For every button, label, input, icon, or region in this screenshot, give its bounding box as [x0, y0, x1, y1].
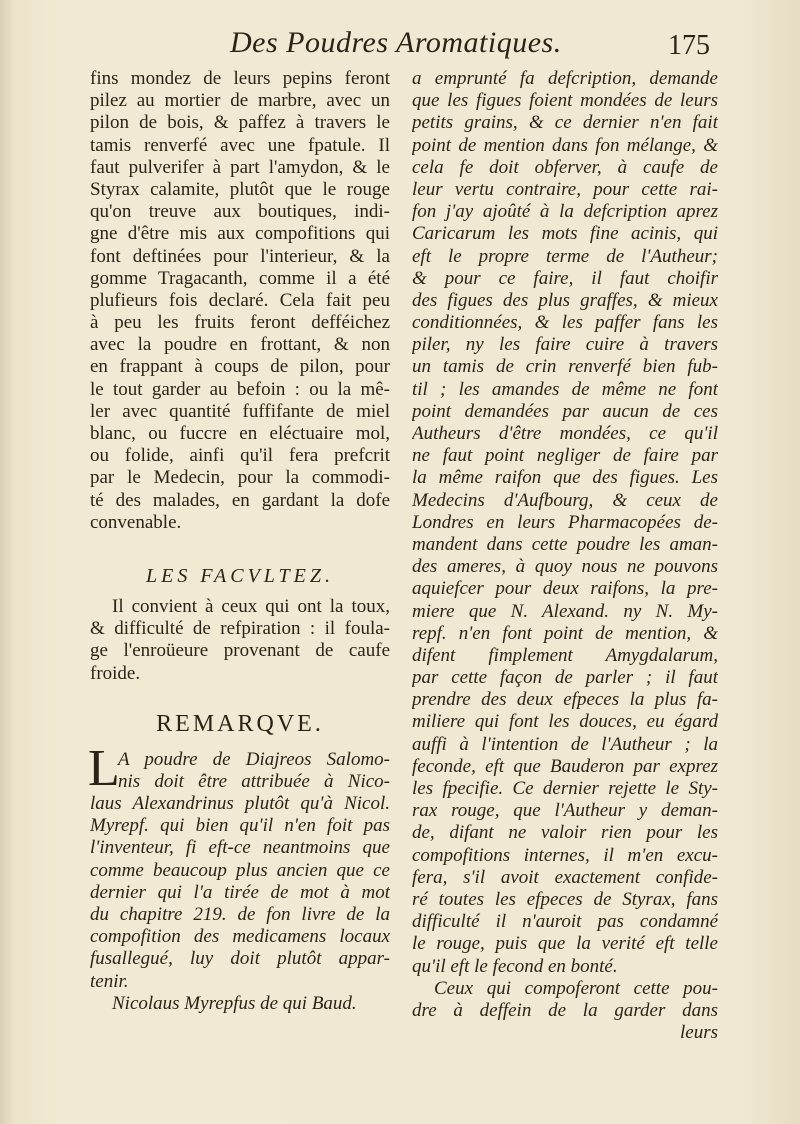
text-line: font deftinées pour l'interieur, & la: [90, 245, 390, 267]
text-line: Medecins d'Aufbourg, & ceux de: [412, 489, 718, 511]
text-line: dernier qui l'a tirée de mot à mot: [90, 881, 390, 903]
text-line: mandent dans cette poudre les aman-: [412, 533, 718, 555]
remarque-heading: REMARQVE.: [156, 710, 324, 737]
text-line: qu'il eft le fecond en bonté.: [412, 955, 618, 977]
text-line: blanc, ou fuccre en eléctuaire mol,: [90, 423, 390, 444]
text-line: prendre des deux efpeces la plus fa-: [412, 689, 718, 711]
text-line: petits grains, & ce dernier n'en fait: [412, 112, 718, 134]
text-line: pilez au mortier de marbre, avec un: [90, 90, 390, 112]
remarque-paragraph: [88, 739, 390, 993]
text-line: avec la poudre en frottant, & non: [90, 334, 390, 356]
text-line: par cette façon de parler ; il faut: [412, 667, 718, 689]
text-line: eft le propre terme de l'Autheur;: [412, 245, 718, 267]
text-line: gne d'être mis aux compofitions qui: [90, 223, 390, 245]
text-line: compofitions internes, il m'en excu-: [412, 844, 718, 866]
text-line: plufieurs fois declaré. Cela fait peu: [90, 289, 390, 311]
text-line: ou folide, ainfi qu'il fera prefcrit: [90, 445, 390, 467]
opening-paragraph: [90, 68, 390, 534]
text-line: & difficulté de refpiration : il foula-: [90, 618, 390, 640]
text-line: Caricarum les mots fine acinis, qui: [412, 223, 718, 245]
text-line: cela fe doit obferver, à caufe de: [412, 156, 718, 178]
text-line: fusallegué, luy doit plutôt appar-: [90, 948, 390, 970]
text-line: à peu les fruits feront defféichez: [90, 312, 390, 334]
text-line: miliere qui font les douces, eu égard: [412, 711, 718, 733]
text-line: la même raifon que des figues. Les: [412, 467, 718, 489]
text-line: fera, s'il avoit exactement confide-: [412, 866, 718, 888]
text-line: tenir.: [90, 970, 129, 992]
text-line: leur vertu contraire, pour cette rai-: [412, 178, 718, 200]
text-line: fon j'ay ajoûté à la defcription aprez: [412, 201, 718, 223]
text-line: miere que N. Alexand. ny N. My-: [412, 600, 718, 622]
text-line: ge l'enroüeure provenant de caufe: [90, 640, 390, 662]
text-line: aquiefcer pour deux raifons, la pre-: [412, 578, 718, 600]
text-line: qu'on treuve aux boutiques, indi-: [90, 201, 390, 223]
text-line: Myrepf. qui bien qu'il n'en foit pas: [90, 815, 390, 837]
drop-cap: L: [88, 739, 120, 797]
text-line: ne faut point negliger de faire par: [412, 445, 718, 467]
text-line: des ameres, à quoy nous ne pouvons: [412, 556, 718, 578]
text-line: difficulté il n'auroit pas condamné: [412, 911, 718, 933]
text-line: Autheurs d'être mondées, ce qu'il: [412, 423, 718, 444]
text-line: compofition des medicamens locaux: [90, 926, 390, 948]
text-line: le tout garder au befoin : ou la mê-: [90, 378, 390, 400]
text-line: par le Medecin, pour la commodi-: [90, 467, 390, 489]
text-line: Il convient à ceux qui ont la toux,: [112, 595, 390, 617]
right-column: [412, 68, 718, 1044]
text-line: ler avec quantité fuffifante de miel: [90, 400, 390, 422]
text-line: pilon de bois, & paffez à travers le: [90, 112, 390, 134]
text-line: piler, ny les faire cuire à travers: [412, 334, 718, 356]
text-line: Styrax calamite, plutôt que le rouge: [90, 178, 390, 200]
text-line: que les figues foient mondées de leurs: [412, 90, 718, 112]
facultez-paragraph: [90, 596, 390, 685]
text-line: convenable.: [90, 511, 182, 533]
text-line: A poudre de Diajreos Salomo-: [118, 748, 390, 770]
text-line: froide.: [90, 662, 141, 684]
remarque-continued-paragraph: [412, 68, 718, 978]
text-line: rax rouge, que l'Autheur y deman-: [412, 800, 718, 822]
closing-paragraph: [412, 978, 718, 1022]
text-line: un tamis de crin renverfé bien fub-: [412, 356, 718, 378]
text-line: le rouge, puis que la verité eft telle: [412, 933, 718, 955]
text-line: les fpecifie. Ce dernier rejette le Sty-: [412, 778, 718, 799]
text-line: laus Alexandrinus plutôt qu'à Nicol.: [90, 793, 390, 815]
facultez-heading: LES FACVLTEZ.: [146, 564, 334, 587]
text-line: tamis renverfé avec une fpatule. Il: [90, 134, 390, 156]
text-line: de, difant ne valoir rien pour les: [412, 822, 718, 844]
text-line: dre à deffein de la garder dans: [412, 999, 718, 1021]
left-column: [90, 68, 390, 1015]
running-title: Des Poudres Aromatiques.: [230, 26, 562, 59]
text-line: point de mention dans fon mélange, &: [412, 134, 718, 156]
text-line: auffi à l'intention de l'Autheur ; la: [412, 733, 718, 755]
text-line: point demandées par aucun de ces: [412, 400, 718, 422]
text-line: difent fimplement Amygdalarum,: [412, 644, 718, 666]
remarque-continuation: Nicolaus Myrepfus de qui Baud.: [112, 992, 357, 1014]
text-line: repf. n'en font point de mention, &: [412, 622, 718, 644]
text-line: du chapitre 219. de fon livre de la: [90, 904, 390, 925]
text-line: til ; les amandes de même ne font: [412, 378, 718, 400]
text-line: Londres en leurs Pharmacopées de-: [412, 511, 718, 533]
text-line: comme beaucoup plus ancien que ce: [90, 859, 390, 881]
text-line: des figues des plus graffes, & mieux: [412, 289, 718, 311]
text-line: l'inventeur, fi eft-ce neantmoins que: [90, 837, 390, 859]
text-line: conditionnées, & les paffer fans les: [412, 312, 718, 334]
text-line: ré toutes les efpeces de Styrax, fans: [412, 888, 718, 910]
text-line: gomme Tragacanth, comme il a été: [90, 267, 390, 289]
text-line: faut pulverifer à part l'amydon, & le: [90, 156, 390, 178]
text-line: té des malades, en gardant la dofe: [90, 489, 390, 511]
text-line: fins mondez de leurs pepins feront: [90, 68, 390, 89]
text-line: a emprunté fa defcription, demande: [412, 68, 718, 89]
text-line: & pour ce faire, il faut choifir: [412, 267, 718, 289]
text-line: Ceux qui compoferont cette pou-: [434, 977, 718, 999]
text-line: en frappant à coups de pilon, pour: [90, 356, 390, 378]
catchword: leurs: [680, 1022, 718, 1044]
page-header: [0, 20, 800, 68]
text-line: nis doit être attribuée à Nico-: [118, 770, 390, 792]
page-number: 175: [668, 30, 710, 61]
text-line: feconde, eft que Bauderon par exprez: [412, 755, 718, 777]
